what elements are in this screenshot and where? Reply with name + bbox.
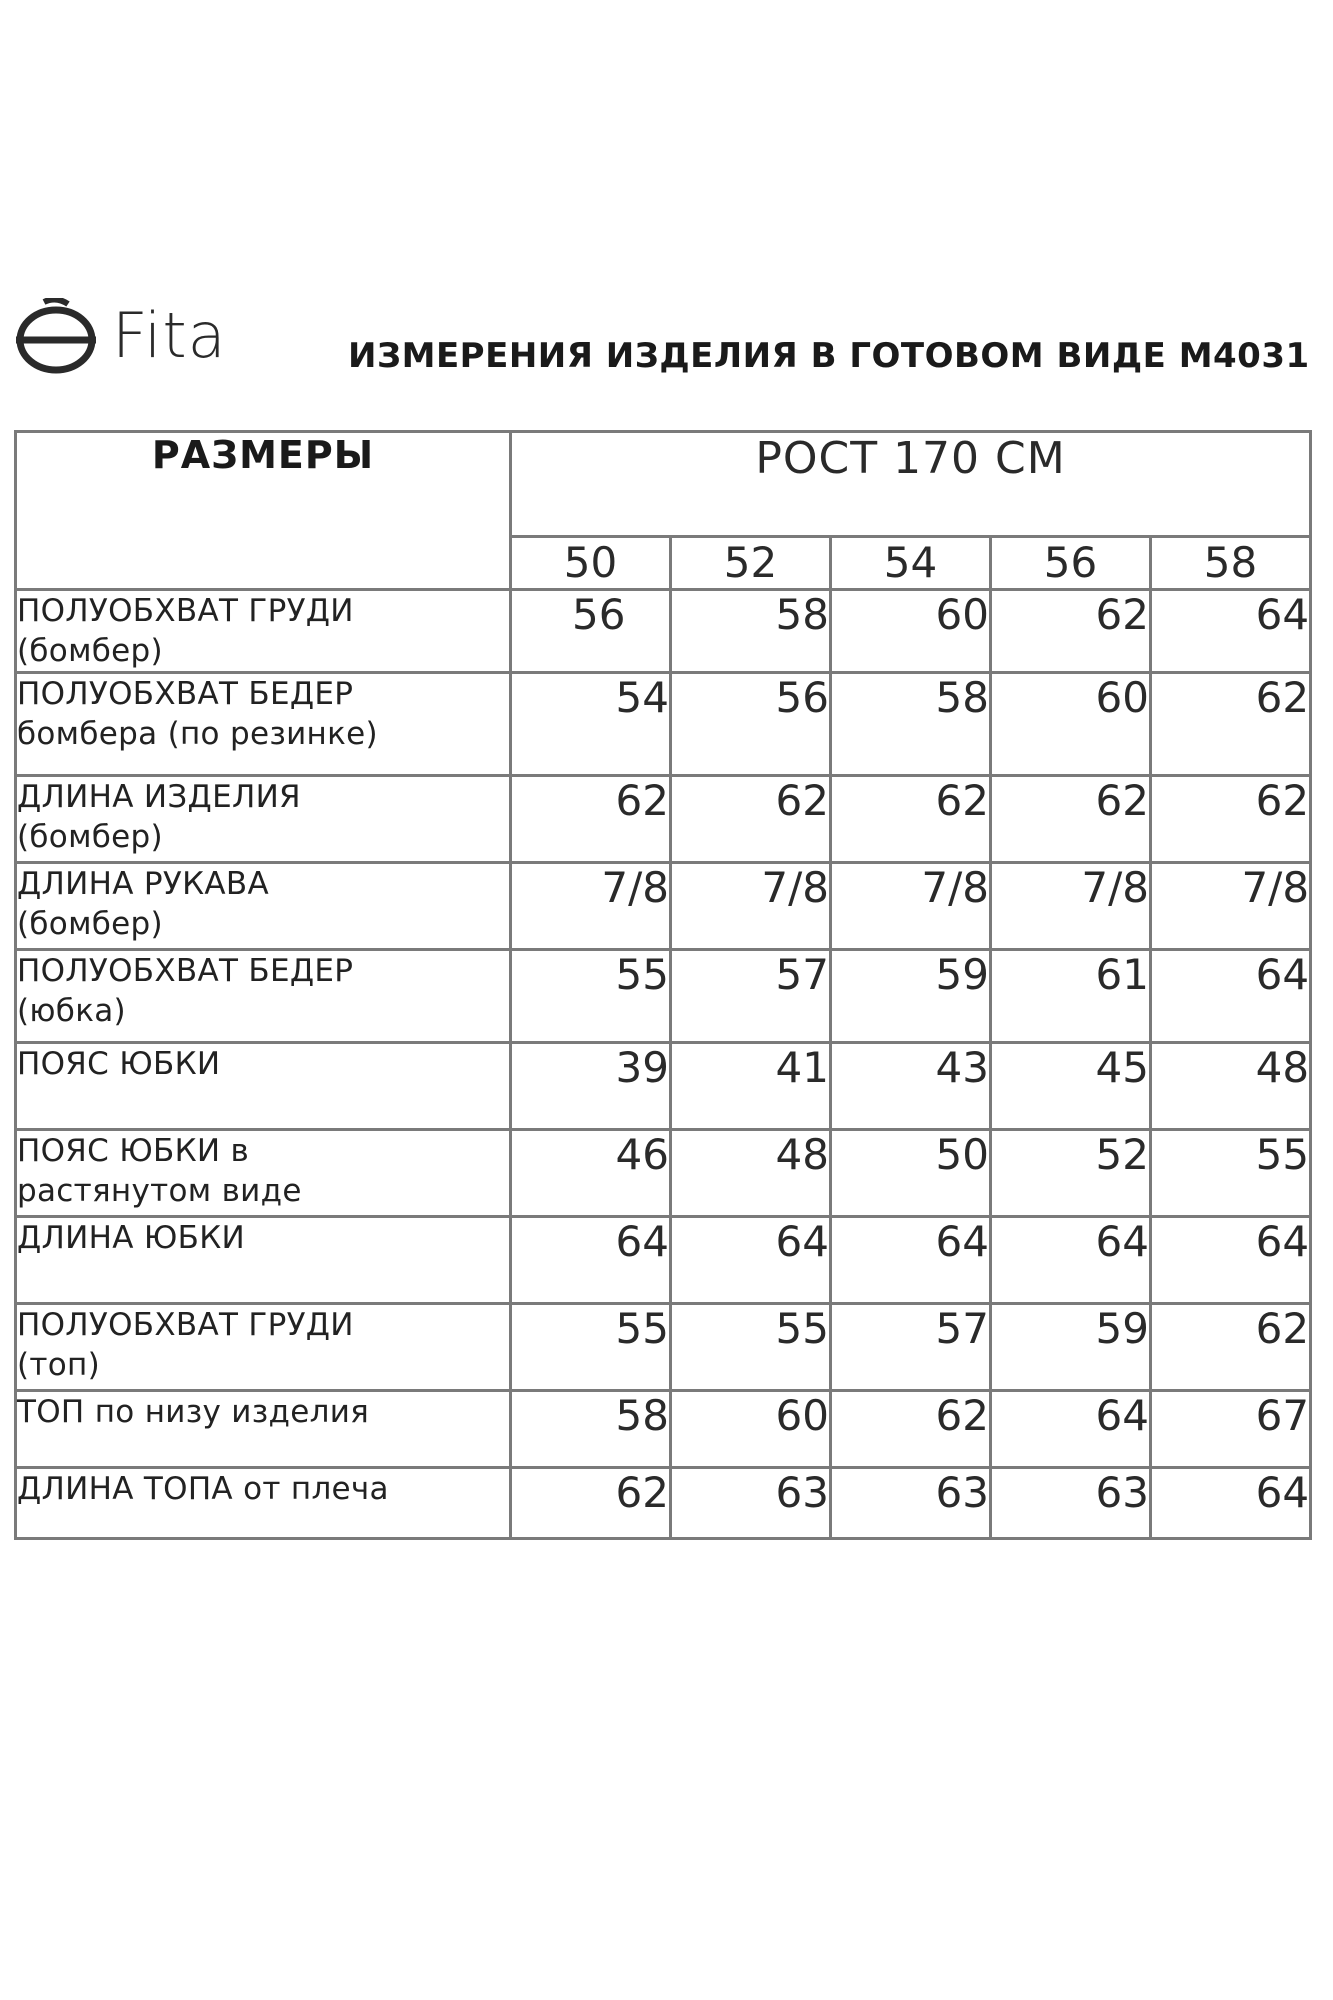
measurement-value: 52: [991, 1130, 1151, 1217]
measurement-label: [16, 1391, 511, 1468]
measurement-label: [16, 1304, 511, 1391]
measurement-value: 58: [511, 1391, 671, 1468]
measurement-value: 7/8: [1151, 863, 1311, 950]
size-column-header: 54: [831, 537, 991, 590]
measurement-value: 55: [671, 1304, 831, 1391]
measurement-label-line1: ДЛИНА ИЗДЕЛИЯ: [17, 779, 301, 815]
measurement-value: 67: [1151, 1391, 1311, 1468]
table-row: [16, 776, 1311, 863]
measurement-label-line1: ПОЛУОБХВАТ БЕДЕР: [17, 953, 354, 989]
measurement-label-line1: ДЛИНА РУКАВА: [17, 866, 269, 902]
measurement-label: [16, 1217, 511, 1304]
measurement-value: 64: [1151, 590, 1311, 673]
table-row: [16, 1391, 1311, 1468]
measurement-label-line2: (бомбер): [17, 819, 163, 855]
measurement-value: 58: [671, 590, 831, 673]
measurement-label: [16, 1468, 511, 1539]
measurement-value: 59: [831, 950, 991, 1043]
table-row: [16, 950, 1311, 1043]
measurement-label: [16, 1130, 511, 1217]
measurement-label-line1: ДЛИНА ТОПА от плеча: [17, 1471, 389, 1507]
measurement-value: 48: [671, 1130, 831, 1217]
measurement-value: 7/8: [511, 863, 671, 950]
document-title: ИЗМЕРЕНИЯ ИЗДЕЛИЯ В ГОТОВОМ ВИДЕ M4031: [348, 336, 1310, 376]
measurement-value: 60: [831, 590, 991, 673]
measurement-value: 43: [831, 1043, 991, 1130]
table-header-row: [16, 432, 1311, 537]
measurement-label-line2: (юбка): [17, 993, 126, 1029]
measurement-value: 57: [831, 1304, 991, 1391]
measurement-value: 57: [671, 950, 831, 1043]
measurement-value: 56: [671, 673, 831, 776]
measurement-value: 62: [831, 776, 991, 863]
measurement-value: 63: [831, 1468, 991, 1539]
measurement-label-line1: ТОП по низу изделия: [17, 1394, 370, 1430]
measurement-value: 60: [671, 1391, 831, 1468]
measurement-value: 61: [991, 950, 1151, 1043]
measurement-value: 63: [671, 1468, 831, 1539]
measurement-value: 60: [991, 673, 1151, 776]
measurement-value: 62: [831, 1391, 991, 1468]
table-row: [16, 1217, 1311, 1304]
table-row: [16, 1468, 1311, 1539]
measurement-label: [16, 776, 511, 863]
table-row: [16, 590, 1311, 673]
measurement-label-line2: (бомбер): [17, 633, 163, 669]
measurement-value: 64: [831, 1217, 991, 1304]
measurement-value: 59: [991, 1304, 1151, 1391]
brand-name: Fita: [112, 299, 227, 372]
measurement-value: 64: [1151, 1217, 1311, 1304]
measurement-value: 62: [991, 590, 1151, 673]
measurement-value: 45: [991, 1043, 1151, 1130]
measurement-label-line1: ПОЛУОБХВАТ БЕДЕР: [17, 676, 354, 712]
measurement-value: 50: [831, 1130, 991, 1217]
measurement-value: 64: [511, 1217, 671, 1304]
measurement-value: 62: [1151, 1304, 1311, 1391]
table-row: [16, 863, 1311, 950]
measurement-value: 62: [671, 776, 831, 863]
measurement-value: 64: [671, 1217, 831, 1304]
measurement-value: 62: [511, 1468, 671, 1539]
table-row: [16, 1043, 1311, 1130]
brand-logo: [14, 298, 227, 374]
size-column-header: 50: [511, 537, 671, 590]
sizes-header: РАЗМЕРЫ: [16, 432, 511, 590]
measurement-value: 41: [671, 1043, 831, 1130]
measurement-value: 64: [1151, 1468, 1311, 1539]
measurement-label-line1: ПОЛУОБХВАТ ГРУДИ: [17, 1307, 354, 1343]
table-row: [16, 1304, 1311, 1391]
measurement-label-line2: (бомбер): [17, 906, 163, 942]
fita-logo-icon: [14, 298, 98, 374]
measurement-value: 55: [511, 1304, 671, 1391]
measurement-label-line1: ПОЛУОБХВАТ ГРУДИ: [17, 593, 354, 629]
size-column-header: 58: [1151, 537, 1311, 590]
measurement-value: 62: [511, 776, 671, 863]
measurement-label: [16, 673, 511, 776]
measurement-label: [16, 863, 511, 950]
measurement-value: 64: [991, 1391, 1151, 1468]
measurement-value: 7/8: [671, 863, 831, 950]
measurement-value: 62: [1151, 776, 1311, 863]
measurement-label-line2: (топ): [17, 1347, 100, 1383]
measurement-value: 55: [1151, 1130, 1311, 1217]
measurement-value: 54: [511, 673, 671, 776]
measurement-value: 7/8: [991, 863, 1151, 950]
measurement-label-line2: бомбера (по резинке): [17, 716, 378, 752]
measurement-value: 64: [991, 1217, 1151, 1304]
measurement-value: 46: [511, 1130, 671, 1217]
measurement-label: [16, 590, 511, 673]
measurement-value: 48: [1151, 1043, 1311, 1130]
table-row: [16, 673, 1311, 776]
size-column-header: 52: [671, 537, 831, 590]
size-column-header: 56: [991, 537, 1151, 590]
measurement-label-line1: ПОЯС ЮБКИ в: [17, 1133, 250, 1169]
measurement-label-line1: ПОЯС ЮБКИ: [17, 1046, 221, 1082]
measurement-label: [16, 1043, 511, 1130]
measurement-value: 55: [511, 950, 671, 1043]
measurement-label: [16, 950, 511, 1043]
measurement-label-line1: ДЛИНА ЮБКИ: [17, 1220, 246, 1256]
measurement-value: 62: [991, 776, 1151, 863]
table-row: [16, 1130, 1311, 1217]
measurement-value: 39: [511, 1043, 671, 1130]
measurement-value: 63: [991, 1468, 1151, 1539]
measurement-value: 56: [511, 590, 671, 673]
measurements-table: [14, 430, 1312, 1540]
measurement-value: 7/8: [831, 863, 991, 950]
measurement-label-line2: растянутом виде: [17, 1173, 302, 1209]
measurement-value: 58: [831, 673, 991, 776]
measurement-value: 64: [1151, 950, 1311, 1043]
measurement-value: 62: [1151, 673, 1311, 776]
height-header: РОСТ 170 СМ: [511, 432, 1311, 537]
